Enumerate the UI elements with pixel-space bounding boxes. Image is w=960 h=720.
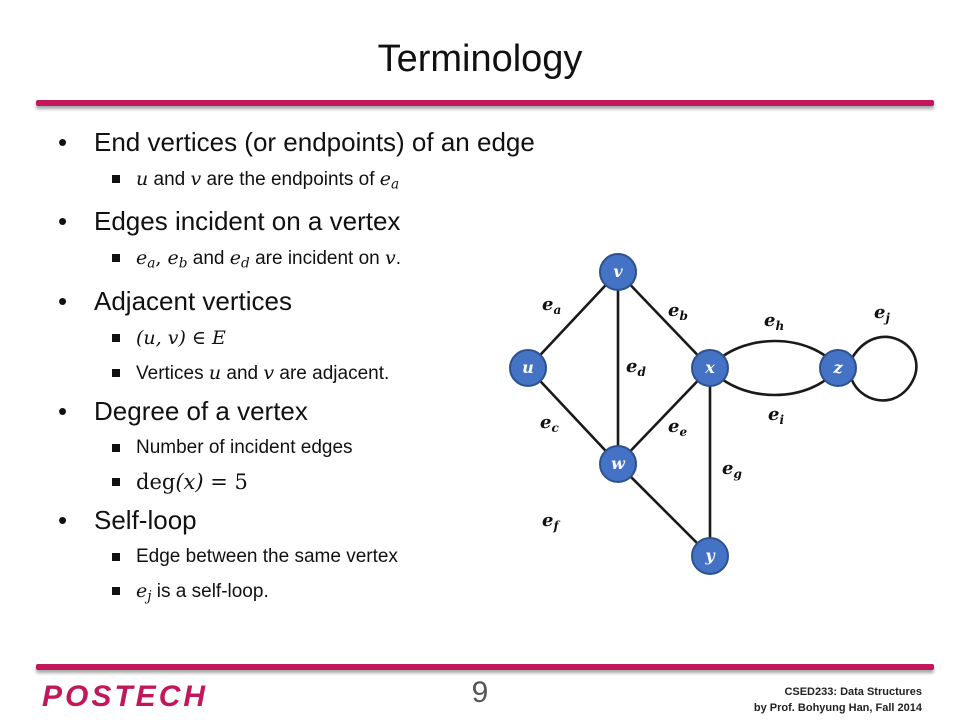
math-sub: d (241, 255, 250, 272)
vertex-u (510, 350, 546, 386)
math-e: e (136, 247, 148, 270)
sub-bullet-same-vertex (56, 544, 536, 570)
edge-label-h: $e_h$ (764, 310, 785, 333)
edge-i (710, 368, 838, 395)
edge-label-d: $e_d$ (626, 356, 646, 379)
math-u: u (136, 168, 149, 190)
math-sub: a (147, 255, 156, 272)
vertex-u-label: u (522, 358, 534, 377)
math-deg: deg (136, 469, 176, 494)
math-equals-five: = 5 (203, 469, 248, 494)
vertex-y (692, 538, 728, 574)
postech-logo: POSTECH (42, 680, 209, 713)
sub-bullet-incident (56, 245, 536, 276)
course-info (754, 684, 922, 716)
math-v: v (263, 361, 275, 384)
footer-divider (36, 664, 934, 670)
title-divider (36, 100, 934, 106)
text-incident-on: are incident on (249, 248, 385, 270)
square-bullet-icon (112, 334, 120, 342)
sub-bullet-endpoints (56, 166, 536, 197)
math-e: e (167, 247, 179, 270)
graph-diagram (490, 240, 930, 590)
bullet-incident-edges: • Edges incident on a vertex (56, 205, 536, 237)
edge-b (618, 272, 710, 368)
text-number-incident: Number of incident edges (136, 436, 353, 458)
slide-title: Terminology (377, 38, 583, 80)
text-comma: , (155, 247, 168, 270)
vertex-v-label: v (613, 262, 623, 281)
bullet-adjacent-vertices: • Adjacent vertices (56, 285, 536, 317)
square-bullet-icon (112, 478, 120, 486)
page-number: 9 (471, 676, 489, 709)
math-sub: j (147, 588, 152, 605)
text-period: . (395, 248, 402, 270)
math-u: u (208, 361, 222, 384)
vertex-z-label: z (833, 358, 843, 377)
edge-h (710, 341, 838, 368)
square-bullet-icon (112, 369, 120, 377)
edge-f (618, 464, 710, 556)
edge-label-j: $e_j$ (874, 302, 890, 325)
text-is-self-loop: is a self-loop. (151, 580, 269, 602)
text-vertices: Vertices (136, 362, 209, 384)
edge-label-a: $e_a$ (542, 294, 562, 317)
edge-label-i: $e_i$ (768, 404, 785, 427)
edge-e (618, 368, 710, 464)
vertex-x-label: x (705, 358, 715, 377)
course-instructor: by Prof. Bohyung Han, Fall 2014 (753, 702, 922, 714)
math-sub: a (391, 176, 400, 193)
text-and: and (221, 362, 264, 384)
edge-label-g: $e_g$ (722, 458, 742, 481)
text-same-vertex: Edge between the same vertex (136, 545, 398, 567)
math-arg: (x) (175, 469, 204, 494)
vertex-w-label: w (611, 454, 625, 473)
edge-label-b: $e_b$ (668, 300, 688, 323)
vertex-x (692, 350, 728, 386)
math-sub: b (178, 255, 188, 272)
math-e: e (379, 168, 392, 190)
bullet-self-loop: • Self-loop (56, 504, 536, 536)
text-and: and (187, 248, 230, 270)
bullet-degree: • Degree of a vertex (56, 395, 536, 427)
sub-bullet-adjacent (56, 360, 536, 387)
math-edge-pair: (u, v) ∈ E (136, 326, 226, 349)
course-title: CSED233: Data Structures (784, 686, 922, 698)
sub-bullet-deg-formula (56, 469, 536, 496)
text-endpoints: are the endpoints of (201, 169, 380, 190)
edge-label-f: $e_f$ (542, 510, 559, 533)
edge-label-e: $e_e$ (668, 416, 688, 439)
vertex-z (820, 350, 856, 386)
square-bullet-icon (112, 587, 120, 595)
sub-bullet-pair (56, 325, 536, 352)
sub-bullet-number-edges (56, 435, 536, 461)
vertex-v (600, 254, 636, 290)
text-adjacent: are adjacent. (274, 362, 390, 384)
edge-a (528, 272, 618, 368)
edge-j-self-loop (852, 337, 916, 401)
math-e: e (136, 579, 148, 602)
vertex-w (600, 446, 636, 482)
text-and: and (148, 169, 191, 190)
math-v: v (190, 168, 202, 190)
square-bullet-icon (112, 444, 120, 452)
bullet-end-vertices: • End vertices (or endpoints) of an edge (56, 126, 536, 158)
vertex-y-label: y (705, 546, 715, 565)
sub-bullet-ej-loop (56, 578, 536, 609)
math-e: e (229, 247, 242, 270)
square-bullet-icon (112, 175, 120, 183)
square-bullet-icon (112, 553, 120, 561)
edge-label-c: $e_c$ (540, 412, 559, 435)
bullet-list (56, 126, 536, 617)
square-bullet-icon (112, 254, 120, 262)
math-v: v (385, 247, 396, 270)
